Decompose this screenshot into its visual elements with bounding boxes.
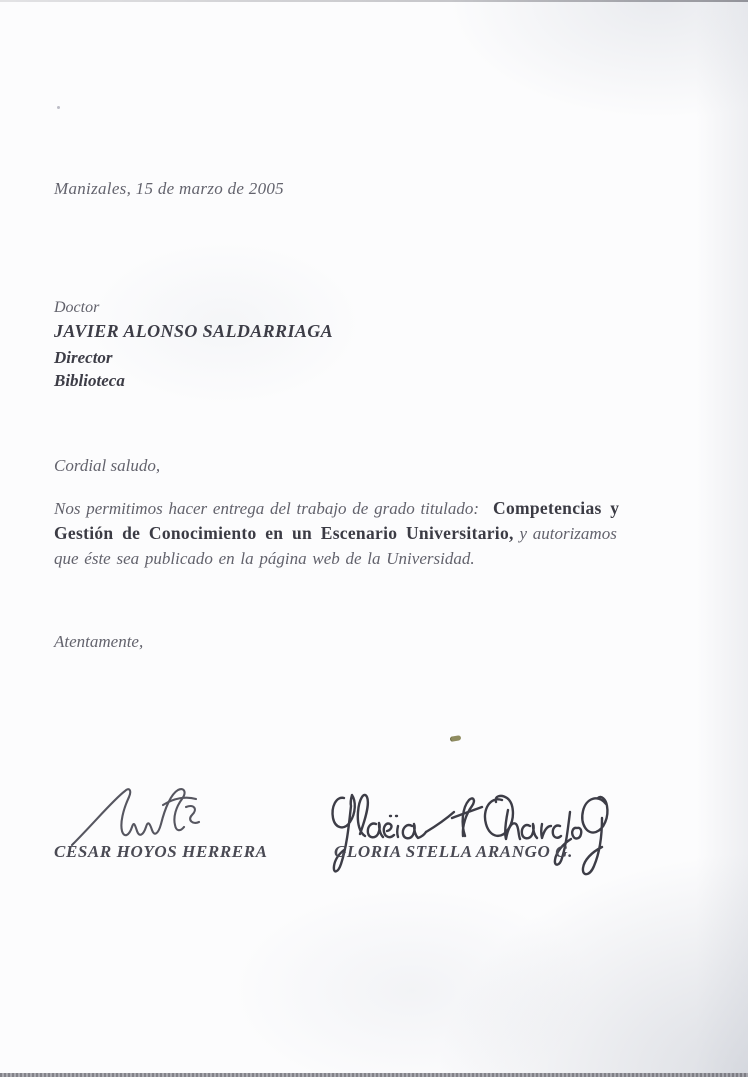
signer-name-cesar: CÉSAR HOYOS HERRERA xyxy=(54,842,268,861)
scan-bottom-edge-artifact xyxy=(0,1073,748,1077)
body-line xyxy=(54,498,619,519)
signer-name-gloria: GLORIA STELLA ARANGO G. xyxy=(334,842,573,861)
recipient-office: Biblioteca xyxy=(54,371,125,390)
thesis-title-part: Competencias y xyxy=(493,498,620,518)
signature-cesar-handwriting-icon xyxy=(66,779,214,851)
recipient-title: Doctor xyxy=(54,299,100,316)
recipient-name: JAVIER ALONSO SALDARRIAGA xyxy=(54,321,334,341)
thesis-title-part: Gestión de Conocimiento en un Escenario Universitario, xyxy=(54,523,514,543)
body-text: y autorizamos xyxy=(513,524,617,543)
body-text: que éste sea publicado en la página web de la Universidad. xyxy=(54,549,475,568)
letter-date: Manizales, 15 de marzo de 2005 xyxy=(54,179,284,198)
scan-top-edge-artifact xyxy=(0,0,748,2)
body-line xyxy=(54,523,617,544)
paper-blemish xyxy=(450,735,462,742)
body-text: Nos permitimos hacer entrega del trabajo de grado titulado: xyxy=(54,499,480,518)
letter-closing: Atentamente, xyxy=(54,632,144,651)
body-line xyxy=(54,549,475,569)
recipient-position: Director xyxy=(54,348,113,367)
letter-greeting: Cordial saludo, xyxy=(54,456,161,475)
signature-gloria-handwriting-icon xyxy=(330,776,620,890)
paper-speck xyxy=(57,106,60,109)
